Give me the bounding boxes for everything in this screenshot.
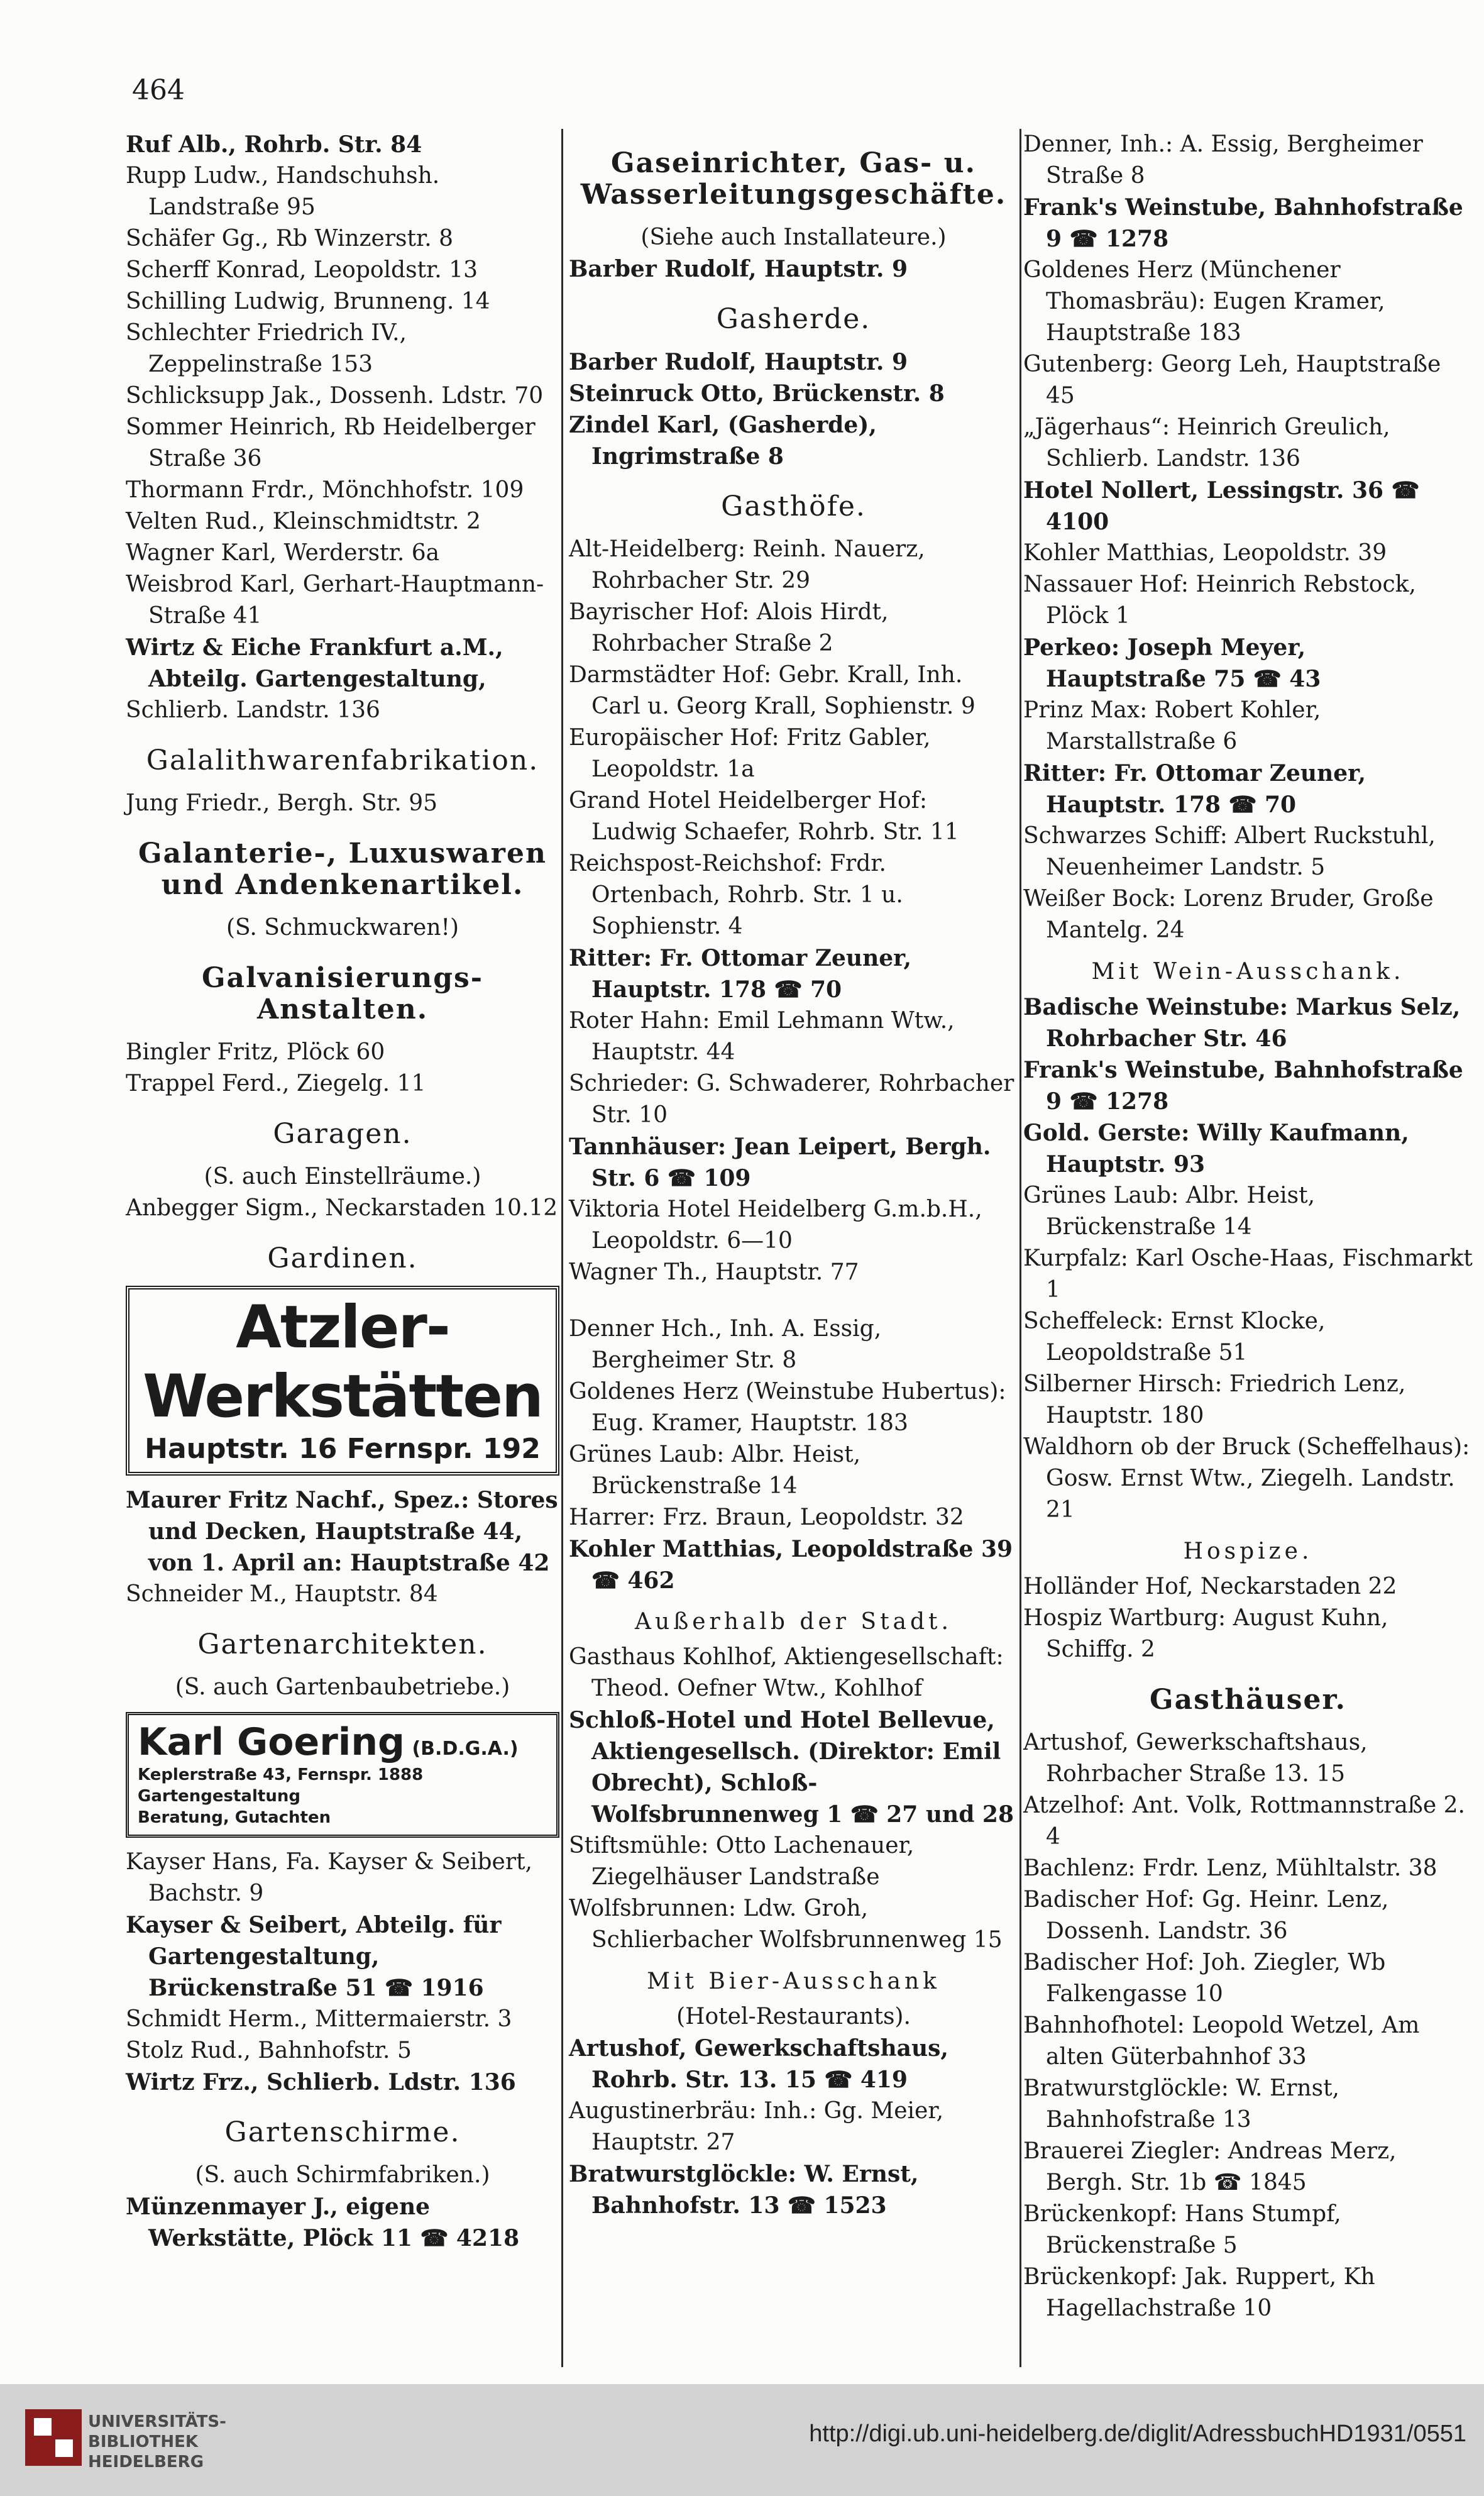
directory-entry: Grünes Laub: Albr. Heist, Brückenstraße 14 [1023, 1183, 1316, 1240]
directory-entry: Wagner Th., Hauptstr. 77 [569, 1259, 859, 1285]
directory-entry: Prinz Max: Robert Kohler, Marstallstraße 6 [1023, 697, 1321, 754]
directory-entry: Bachlenz: Frdr. Lenz, Mühltalstr. 38 [1023, 1855, 1437, 1881]
directory-entry: Hotel Nollert, Lessingstr. 36 ☎ 4100 [1023, 477, 1420, 535]
section-note: (S. auch Gartenbaubetriebe.) [175, 1674, 510, 1700]
section-heading: Garagen. [273, 1118, 412, 1150]
directory-entry: Atzelhof: Ant. Volk, Rottmannstraße 2. 4 [1023, 1792, 1465, 1850]
directory-entry: Wagner Karl, Werderstr. 6a [126, 540, 440, 566]
directory-entry: Holländer Hof, Neckarstaden 22 [1023, 1574, 1397, 1599]
subsection-heading: Außerhalb der Stadt. [635, 1609, 952, 1635]
directory-entry: Augustinerbräu: Inh.: Gg. Meier, Hauptstr. 27 [569, 2098, 944, 2155]
directory-entry: Weißer Bock: Lorenz Bruder, Große Mantelg. 24 [1023, 886, 1434, 943]
ad-subtitle: Hauptstr. 16 Fernspr. 192 [145, 1433, 541, 1465]
directory-entry: Weisbrod Karl, Gerhart-Hauptmann-Straße 41 [126, 572, 544, 629]
directory-entry: Kayser Hans, Fa. Kayser & Seibert, Bachstr. 9 [126, 1849, 532, 1906]
directory-entry: Gutenberg: Georg Leh, Hauptstraße 45 [1023, 351, 1441, 409]
directory-entry: Anbegger Sigm., Neckarstaden 10.12 [126, 1195, 558, 1221]
section-note: (S. Schmuckwaren!) [226, 915, 459, 941]
directory-entry: Scherff Konrad, Leopoldstr. 13 [126, 257, 478, 283]
directory-entry: Denner, Inh.: A. Essig, Bergheimer Straße 8 [1023, 131, 1423, 189]
library-name-line: HEIDELBERG [88, 2453, 204, 2471]
directory-entry: Badischer Hof: Joh. Ziegler, Wb Falkengasse 10 [1023, 1950, 1386, 2007]
directory-entry: Nassauer Hof: Heinrich Rebstock, Plöck 1 [1023, 572, 1416, 629]
directory-entry: Gasthaus Kohlhof, Aktiengesellschaft: Theod. Oefner Wtw., Kohlhof [569, 1644, 1004, 1701]
directory-entry: Steinruck Otto, Brückenstr. 8 [569, 380, 945, 407]
section-heading: Galalithwarenfabrikation. [146, 744, 539, 776]
directory-entry: Badische Weinstube: Markus Selz, Rohrbacher Str. 46 [1023, 994, 1461, 1052]
directory-entry: Grünes Laub: Albr. Heist, Brückenstraße 14 [569, 1442, 861, 1499]
directory-entry: Zindel Karl, (Gasherde), Ingrimstraße 8 [569, 412, 877, 470]
section-heading: Gasthäuser. [1150, 1684, 1346, 1716]
directory-entry: Schwarzes Schiff: Albert Ruckstuhl, Neuenheimer Landstr. 5 [1023, 823, 1436, 880]
directory-entry: Sommer Heinrich, Rb Heidelberger Straße 36 [126, 414, 536, 472]
directory-entry: Harrer: Frz. Braun, Leopoldstr. 32 [569, 1505, 964, 1530]
directory-entry: Roter Hahn: Emil Lehmann Wtw., Hauptstr. 44 [569, 1008, 955, 1065]
ad-title: Karl Goering [138, 1720, 405, 1764]
directory-entry: Goldenes Herz (Weinstube Hubertus): Eug. Kramer, Hauptstr. 183 [569, 1379, 1006, 1436]
directory-entry: Perkeo: Joseph Meyer, Hauptstraße 75 ☎ 43 [1023, 634, 1321, 692]
library-name [88, 2412, 226, 2472]
directory-entry: Kohler Matthias, Leopoldstr. 39 [1023, 540, 1387, 566]
column-divider [561, 129, 563, 2367]
directory-entry: „Jägerhaus“: Heinrich Greulich, Schlierb. Landstr. 136 [1023, 414, 1390, 472]
directory-entry: Barber Rudolf, Hauptstr. 9 [569, 349, 908, 375]
ad-line: Gartengestaltung [138, 1787, 300, 1806]
directory-entry: Bratwurstglöckle: W. Ernst, Bahnhofstraße 13 [1023, 2075, 1339, 2133]
directory-entry: Darmstädter Hof: Gebr. Krall, Inh. Carl u. Georg Krall, Sophienstr. 9 [569, 662, 976, 719]
directory-entry: Badischer Hof: Gg. Heinr. Lenz, Dossenh. Landstr. 36 [1023, 1887, 1389, 1944]
section-heading: Gartenarchitekten. [197, 1628, 488, 1660]
directory-entry: Barber Rudolf, Hauptstr. 9 [569, 256, 908, 282]
library-logo-icon [25, 2409, 82, 2466]
section-heading: Gartenschirme. [224, 2116, 461, 2148]
section-heading: Gasthöfe. [721, 490, 866, 522]
directory-entry: Artushof, Gewerkschaftshaus, Rohrbacher Straße 13. 15 [1023, 1730, 1368, 1787]
library-name-line: UNIVERSITÄTS- [88, 2412, 226, 2431]
directory-entry: Frank's Weinstube, Bahnhofstraße 9 ☎ 1278 [1023, 194, 1463, 252]
directory-entry: Kurpfalz: Karl Osche-Haas, Fischmarkt 1 [1023, 1245, 1473, 1303]
directory-entry: Schneider M., Hauptstr. 84 [126, 1581, 438, 1607]
subsection-heading: Mit Wein-Ausschank. [1091, 959, 1405, 985]
column-divider [1020, 129, 1021, 2367]
directory-entry: Bratwurstglöckle: W. Ernst, Bahnhofstr. 13 ☎ 1523 [569, 2161, 919, 2219]
subsection-heading: Hospize. [1183, 1538, 1313, 1564]
ad-line: Keplerstraße 43, Fernspr. 1888 [138, 1765, 424, 1784]
ad-suffix: (B.D.G.A.) [412, 1738, 519, 1760]
directory-entry: Jung Friedr., Bergh. Str. 95 [126, 790, 438, 816]
directory-entry: Schäfer Gg., Rb Winzerstr. 8 [126, 226, 454, 251]
subsection-heading: Mit Bier-Ausschank [647, 1969, 940, 1994]
directory-entry: Waldhorn ob der Bruck (Scheffelhaus): Gosw. Ernst Wtw., Ziegelh. Landstr. 21 [1023, 1434, 1470, 1523]
directory-entry: Münzenmayer J., eigene Werkstätte, Plöck 11 ☎ 4218 [126, 2194, 520, 2251]
section-heading: Galvanisierungs-Anstalten. [201, 962, 484, 1025]
directory-entry: Schmidt Herm., Mittermaierstr. 3 [126, 2006, 512, 2032]
directory-entry: Kayser & Seibert, Abteilg. für Gartengestaltung, Brückenstraße 51 ☎ 1916 [126, 1912, 502, 2001]
library-name-line: BIBLIOTHEK [88, 2432, 199, 2451]
directory-entry: Schrieder: G. Schwaderer, Rohrbacher Str. 10 [569, 1071, 1014, 1128]
column-2 [569, 129, 1018, 2221]
directory-entry: Grand Hotel Heidelberger Hof: Ludwig Schaefer, Rohrb. Str. 11 [569, 788, 959, 845]
ad-line: Beratung, Gutachten [138, 1808, 331, 1827]
section-note: (S. auch Schirmfabriken.) [195, 2162, 490, 2188]
directory-entry: Brückenkopf: Hans Stumpf, Brückenstraße 5 [1023, 2201, 1341, 2258]
directory-entry: Stiftsmühle: Otto Lachenauer, Ziegelhäuser Landstraße [569, 1833, 915, 1890]
directory-entry: Artushof, Gewerkschaftshaus, Rohrb. Str. 13. 15 ☎ 419 [569, 2035, 948, 2093]
directory-entry: Rupp Ludw., Handschuhsh. Landstraße 95 [126, 163, 440, 220]
directory-entry: Bayrischer Hof: Alois Hirdt, Rohrbacher Straße 2 [569, 599, 889, 656]
directory-entry: Kohler Matthias, Leopoldstraße 39 ☎ 462 [569, 1536, 1013, 1594]
directory-entry: Scheffeleck: Ernst Klocke, Leopoldstraße 51 [1023, 1308, 1326, 1366]
spacer [569, 1288, 1018, 1313]
directory-entry: Silberner Hirsch: Friedrich Lenz, Hauptstr. 180 [1023, 1371, 1406, 1428]
directory-entry: Wirtz Frz., Schlierb. Ldstr. 136 [126, 2069, 516, 2096]
directory-entry: Brauerei Ziegler: Andreas Merz, Bergh. Str. 1b ☎ 1845 [1023, 2138, 1397, 2195]
directory-entry: Ritter: Fr. Ottomar Zeuner, Hauptstr. 178 ☎ 70 [1023, 760, 1366, 818]
directory-entry: Bingler Fritz, Plöck 60 [126, 1039, 385, 1065]
directory-entry: Frank's Weinstube, Bahnhofstraße 9 ☎ 1278 [1023, 1057, 1463, 1115]
section-heading: Gardinen. [267, 1242, 418, 1274]
directory-entry: Schlechter Friedrich IV., Zeppelinstraße 153 [126, 320, 407, 377]
section-note: (Siehe auch Installateure.) [640, 224, 947, 250]
directory-entry: Gold. Gerste: Willy Kaufmann, Hauptstr. 93 [1023, 1120, 1409, 1178]
directory-entry: Thormann Frdr., Mönchhofstr. 109 [126, 477, 524, 503]
directory-entry: Schilling Ludwig, Brunneng. 14 [126, 289, 490, 314]
directory-entry: Europäischer Hof: Fritz Gabler, Leopoldstr. 1a [569, 725, 931, 782]
advertisement-goering [126, 1712, 559, 1838]
directory-entry: Goldenes Herz (Münchener Thomasbräu): Eugen Kramer, Hauptstraße 183 [1023, 257, 1385, 346]
directory-entry: Hospiz Wartburg: August Kuhn, Schiffg. 2 [1023, 1605, 1388, 1662]
ad-title: Atzler-Werkstätten [143, 1293, 542, 1431]
page-number: 464 [132, 74, 185, 106]
directory-entry: Denner Hch., Inh. A. Essig, Bergheimer Str. 8 [569, 1316, 882, 1373]
column-3 [1023, 129, 1473, 2324]
directory-entry: Wolfsbrunnen: Ldw. Groh, Schlierbacher Wolfsbrunnenweg 15 [569, 1896, 1003, 1953]
directory-entry: Reichspost-Reichshof: Frdr. Ortenbach, Rohrb. Str. 1 u. Sophienstr. 4 [569, 851, 903, 939]
section-heading: Gaseinrichter, Gas- u. Wasserleitungsgeschäfte. [580, 147, 1007, 211]
directory-entry: Bahnhofhotel: Leopold Wetzel, Am alten Güterbahnhof 33 [1023, 2013, 1420, 2070]
directory-entry: Tannhäuser: Jean Leipert, Bergh. Str. 6 ☎ 109 [569, 1134, 991, 1191]
directory-entry: Ruf Alb., Rohrb. Str. 84 [126, 131, 422, 158]
directory-entry: Stolz Rud., Bahnhofstr. 5 [126, 2038, 412, 2063]
directory-entry: Brückenkopf: Jak. Ruppert, Kh Hagellachstraße 10 [1023, 2264, 1375, 2321]
column-1 [126, 129, 559, 2254]
directory-entry: Viktoria Hotel Heidelberg G.m.b.H., Leopoldstr. 6—10 [569, 1196, 982, 1254]
section-heading: Galanterie-, Luxuswaren und Andenkenartikel. [138, 837, 547, 901]
section-note: (Hotel-Restaurants). [676, 2004, 911, 2029]
directory-entry: Velten Rud., Kleinschmidtstr. 2 [126, 509, 481, 534]
directory-entry: Schlierb. Landstr. 136 [126, 697, 380, 723]
directory-entry: Ritter: Fr. Ottomar Zeuner, Hauptstr. 178 ☎ 70 [569, 945, 912, 1003]
directory-entry: Trappel Ferd., Ziegelg. 11 [126, 1071, 426, 1096]
footer-bar [0, 2384, 1484, 2496]
directory-entry: Maurer Fritz Nachf., Spez.: Stores und Decken, Hauptstraße 44, von 1. April an: Hauptstraße 42 [126, 1487, 558, 1576]
section-note: (S. auch Einstellräume.) [204, 1164, 481, 1190]
directory-entry: Schloß-Hotel und Hotel Bellevue, Aktiengesellsch. (Direktor: Emil Obrecht), Schloß-Wolfsbrunnenweg 1 ☎ 27 und 28 [569, 1707, 1014, 1828]
section-heading: Gasherde. [716, 303, 871, 335]
directory-entry: Wirtz & Eiche Frankfurt a.M., Abteilg. Gartengestaltung, [126, 634, 503, 692]
source-url-link[interactable]: http://digi.ub.uni-heidelberg.de/diglit/AdressbuchHD1931/0551 [809, 2421, 1466, 2447]
advertisement-atzler [126, 1286, 559, 1476]
directory-entry: Alt-Heidelberg: Reinh. Nauerz, Rohrbacher Str. 29 [569, 536, 925, 594]
directory-entry: Schlicksupp Jak., Dossenh. Ldstr. 70 [126, 383, 544, 409]
